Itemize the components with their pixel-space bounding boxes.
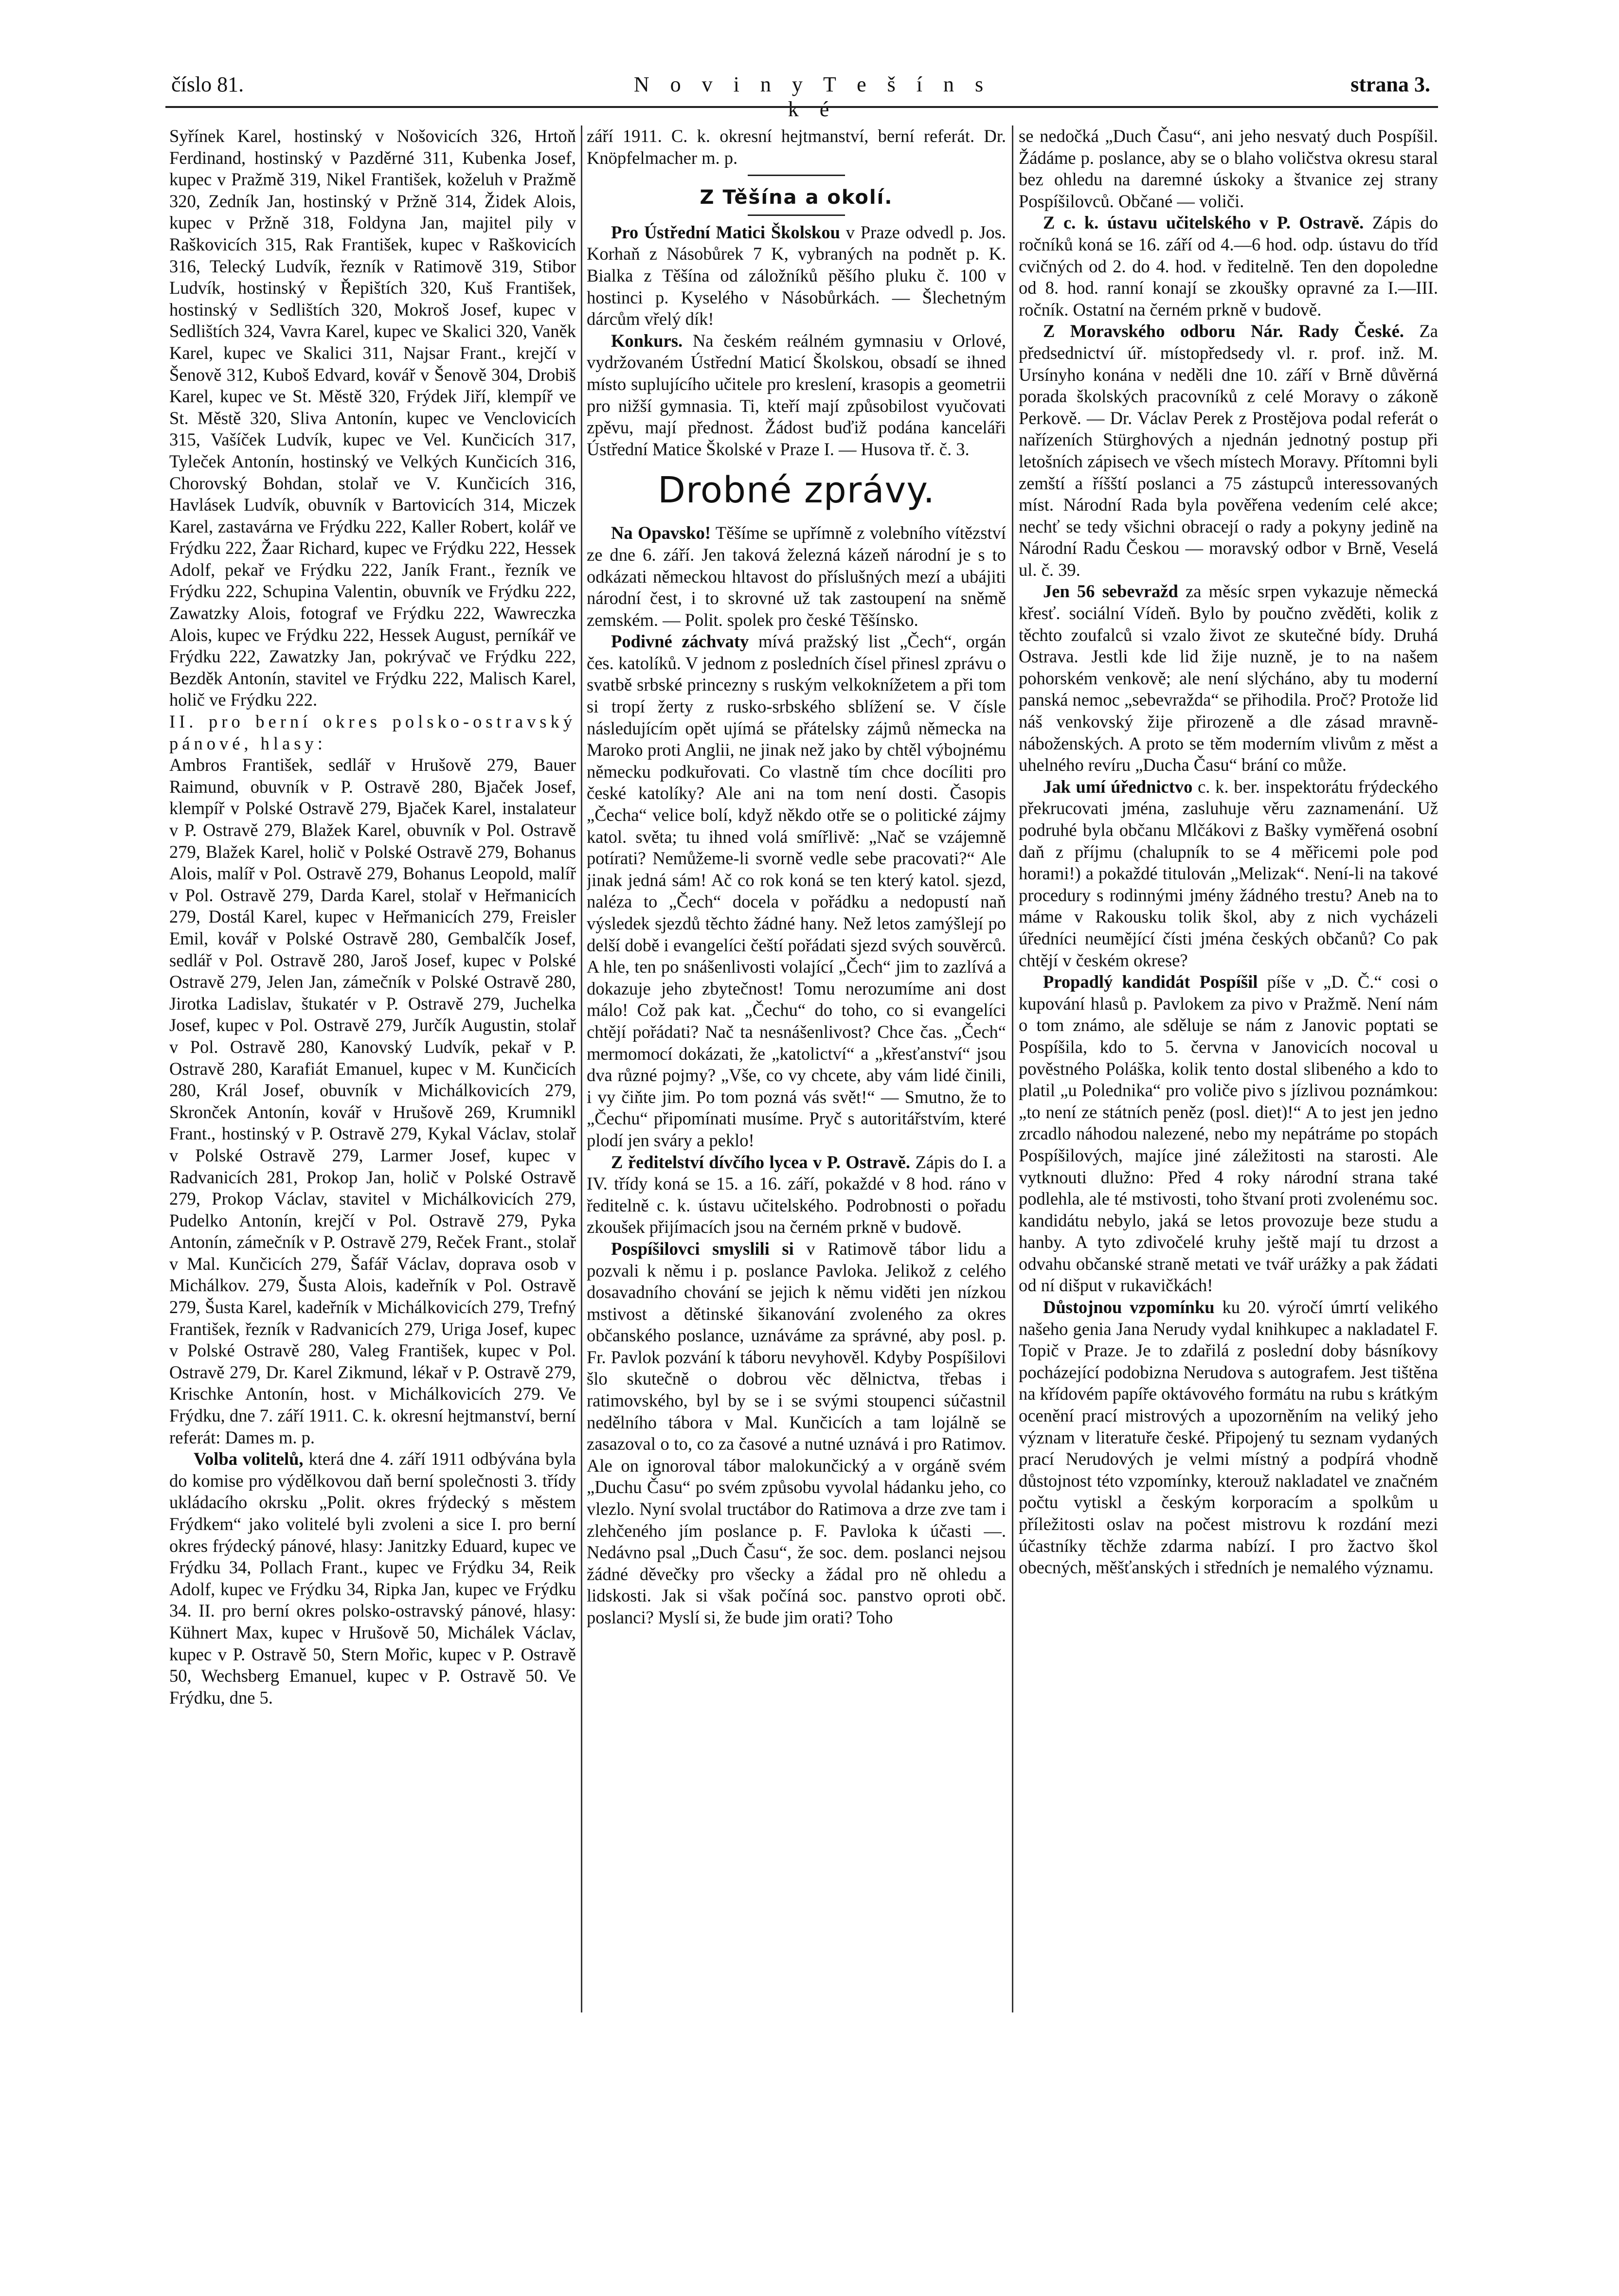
article (169, 1448, 576, 1709)
article-body: Těšíme se upřímně z volebního vítězství ze dne 6. září. Jen taková železná kázeň národní je s to odkázati německou hltavost do příslušných mezí a ubájiti národní čest, i to skrovné už tak zastoupení na sněmě zemském. — Polit. spolek pro české Těšínsko. (587, 523, 1006, 630)
article (1019, 581, 1438, 776)
article-body: Zápis do ročníků koná se 16. září od 4.—6 hod. odp. ústavu do tříd cvičných od 2. do 4. hod. v ředitelně. Ten den dopoledne od 8. hod. ranní konají se zkoušky opravné za I.—III. ročník. Ostatní na černém prkně v budově. (1019, 213, 1438, 320)
column-divider (581, 125, 582, 2012)
section-rule (748, 175, 845, 176)
article-lead: Jak umí úřednictvo (1043, 776, 1193, 797)
article-body: Za předsednictví úř. místopředsedy vl. r. prof. inž. M. Ursínyho konána v neděli dne 10. září v Brně důvěrná porada školských pracovníků z celé Moravy o zákoně Perkově. — Dr. Václav Perek z Prostějova podal referát o nařízeních Stürghových a njednán jednotný postup při letošních zápisech ve všech místech Moravy. Přítomni byli zemští a říšští poslanci a 75 zástupců interessovaných míst. Národní Rada byla pověřena vedením celé akce; nechť se tedy všichni obracejí o rady a pokyny jedině na Národní Radu Českou — moravský odbor v Brně, Veselá ul. č. 39. (1019, 321, 1438, 580)
header-rule (165, 106, 1438, 108)
district-heading: II. pro berní okres polsko-ostravský pánové, hlasy: (169, 712, 576, 753)
section-title: Drobné zprávy. (657, 469, 935, 512)
article (587, 330, 1006, 461)
article-body: c. k. ber. inspektorátu frýdeckého překrucovati jména, zasluhuje věru zaznamenání. Už podruhé byla občanu Mlčákovi z Bašky vyměřená osobní daň z příjmu (chalupník to se 4 měřicemi pole pod horami!) a pokaždé titulován „Melizak“. Není-li na takové procedury s rodinnými jmény žádného trestu? Aneb na to máme v Rakousku tolik škol, aby z nich vycházeli úředníci neumějící čísti jména českých občanů? Co pak chtějí v českém okrese? (1019, 776, 1438, 970)
article-lead: Jen 56 sebevražd (1043, 581, 1178, 602)
article-lead: Pospíšilovci smyslili si (611, 1238, 794, 1259)
column-1 (169, 125, 576, 2016)
article (587, 1238, 1006, 1629)
article-body: v Ratimově tábor lidu a pozvali k němu i p. poslance Pavloka. Jelikož z celého dosavadního chování se jejich k němu viděti jen nízkou mstivost a dětinské šikanování zvoleného za okres občanského poslance, uznáváme za správné, aby posl. p. Fr. Pavlok pozvání k táboru nevyhověl. Kdyby Pospíšilovi šlo skutečně o dobrou věc dělnictva, třebas i ratimovského, byl by se i se svými stoupenci súčastnil nedělního tábora v Mal. Kunčicích a tam lojálně se zasazoval o to, co za časové a nutné uznává i pro Ratimov. Ale on ignoroval tábor malokunčický a v orgáně svém „Duchu Času“ po svém způsobu vyvolal hádanku jeho, co vlezlo. Nyní svolal tructábor do Ratimova a drze zve tam i zlehčeného jím poslance p. F. Pavloka k účasti —. Nedávno psal „Duch Času“, že soc. dem. poslanci nejsou žádné děvečky pro všecky a žádal pro ně ohledu a lidskosti. Jak si však počíná soc. panstvo oproti obč. poslanci? Myslí si, že bude jim orati? Toho (587, 1238, 1006, 1627)
article-continuation: září 1911. C. k. okresní hejtmanství, berní referát. Dr. Knöpfelmacher m. p. (587, 126, 1006, 168)
issue-number: číslo 81. (171, 72, 244, 96)
article-lead: Důstojnou vzpomínku (1043, 1297, 1215, 1317)
article-lead: Na Opavsko! (611, 523, 711, 543)
article (1019, 971, 1438, 1297)
article-body: píše v „D. Č.“ cosi o kupování hlasů p. Pavlokem za pivo v Pražmě. Není nám o tom známo, ale sděluje se nám z Janovic poptati se Pospíšila, kdo to 5. června v Janovicích nocoval u pověstného Poláška, kolik tento dostal slibeného a kdo to platil „u Polednika“ pro voliče pivo s jízlivou poznámkou: „to není ze státních peněz (posl. diet)!“ A to jest jen jedno zrcadlo náhodou nalezené, nebo my nepátráme po stopách Pospíšilových, majíce jiné záležitosti na starosti. Ale vytknouti dlužno: Před 4 roky národní strana také podlehla, ale té mstivosti, toho štvaní proti zvolenému soc. kandidátu nebylo, jaká se letos provozuje beze studu a hanby. A tyto zdivočelé kruhy ještě mají tu drzost a odvahu občanské straně metati ve tvář urážky a pak žádati od ní dišput v rukavičkách! (1019, 972, 1438, 1296)
article-body: mívá pražský list „Čech“, orgán čes. katolíků. V jednom z posledních čísel přinesl zprávu o svatbě srbské princezny s ruským velkoknížetem a při tom si tropí žerty z rusko-srbského sblížení se. V čísle následujícím opět ujímá se přátelsky zájmů německa na Maroko proti Anglii, ne jinak než jako by chtěl výbojnému německu podkuřovati. Co vlastně tím chce docíliti pro české katolíky? Ale ani na tom není dosti. Časopis „Čecha“ velice bolí, když někdo otře se o politické zájmy katol. světa; tu ihned volá smířlivě: „Nač se vzájemně potírati? Nemůžeme-li svorně vedle sebe pracovati?“ Ale jinak jedná sám! Ač co rok koná se ten který katol. sjezd, naléza to „Čech“ docela v pořádku a nedopustí naň výsledek sjezdů těchto žádné hany. Než letos zamýšlejí po delší době i evangelíci čeští pořádati sjezd svých souvěrců. A hle, ten po snášenlivosti volající „Čech“ jim to zazlívá a dokazuje jeho zbytečnost! Tomu nerozumíme ani dost málo! Což pak kat. „Čechu“ do toho, co si evangelíci chtějí pořádati? Nač ta nesnášenlivost? Chce čas. „Čech“ mermomocí dokázati, že „katolictví“ a „křesťanství“ jsou dva různé pojmy? „Vše, co vy chcete, aby vám lidé činili, i vy čiňte jim. Po tom pozná vás svět!“ — Smutno, že to „Čechu“ připomínati musíme. Pryč s autoritářstvím, které plodí jen sváry a peklo! (587, 631, 1006, 1150)
section-rule (748, 214, 845, 216)
article-lead: Pro Ústřední Matici Školskou (611, 222, 840, 242)
article-lead: Z ředitelství dívčího lycea v P. Ostravě. (611, 1152, 911, 1172)
article-body: v Praze odvedl p. Jos. Korhaň z Násobůrek 7 K, vybraných na podnět p. K. Bialka z Těšína od záložníků pěšího pluku č. 100 v hostinci p. Kyselého v Násobůrkách. — Šlechetným dárcům vřelý dík! (587, 222, 1006, 329)
article (1019, 776, 1438, 971)
voter-list-text: Syřínek Karel, hostinský v Nošovicích 326, Hrtoň Ferdinand, hostinský v Pazděrné 311, Kubenka Josef, kupec v Pražmě 319, Nikel František, koželuh v Pražmě 320, Zedník Jan, hostinský v Pržně 314, Židek Alois, kupec v Pržně 318, Foldyna Jan, majitel pily v Raškovicích 315, Rak František, kupec v Raškovicích 316, Telecký Ludvík, řezník v Ratimově 319, Stibor Ludvík, hostinský v Řepištích 320, Kuš František, hostinský v Sedlištích 320, Mokroš Josef, kupec v Sedlištích 324, Vavra Karel, kupec ve Skalici 320, Vaněk Karel, kupec ve Skalici 311, Najsar Frant., krejčí v Šenově 312, Kuboš Edvard, kovář v Šenově 304, Drobiš Karel, kupec ve St. Městě 320, Frýdek Jiří, klempíř ve St. Městě 320, Sliva Antonín, kupec ve Venclovicích 315, Vašíček Ludvík, kupec ve Vel. Kunčicích 317, Tyleček Antonín, hostinský ve Velkých Kunčicích 316, Chorovský Bohdan, stolař ve V. Kunčicích 316, Havlásek Ludvík, obuvník v Bartovicích 314, Miczek Karel, zastavárna ve Frýdku 222, Kaller Robert, kolář ve Frýdku 222, Žaar Richard, kupec ve Frýdku 222, Hessek Adolf, pekař ve Frýdku 222, Janík Frant., řezník ve Frýdku 222, Schupina Valentin, obuvník ve Frýdku 222, Zawatzky Alois, fotograf ve Frýdku 222, Wawreczka Alois, kupec ve Frýdku 222, Hessek August, perníkář ve Frýdku 222, Zawatzky Jan, pokrývač ve Frýdku 222, Bezděk Antonín, stavitel ve Frýdku 222, Malisch Karel, holič ve Frýdku 222. (169, 126, 576, 710)
article-lead: Z c. k. ústavu učitelského v P. Ostravě. (1043, 213, 1364, 233)
article (587, 222, 1006, 330)
column-3 (1019, 125, 1438, 2016)
article-body: Zápis do I. a IV. třídy koná se 15. a 16. září, pokaždé v 8 hod. ráno v ředitelně c. k. ústavu učitelského. Podrobnosti o pořadu zkoušek přijímacích jsou na černém prkně v budově. (587, 1152, 1006, 1237)
article-lead: Z Moravského odboru Nár. Rady České. (1043, 321, 1404, 341)
article-body: za měsíc srpen vykazuje německá křesť. sociální Vídeň. Bylo by poučno zvěděti, kolik z těchto zoufalců si vzalo život ze skutečné bídy. Druhá Ostrava. Jestli kde lid žije nuzně, je to na našem pohorském venkově; ale není slýcháno, aby tu moderní panská nemoc „sebevražda“ se přihodila. Proč? Protože lid náš venkovský žije přirozeně a dle zásad mravně-náboženských. A proto se těm moderním vlivům z měst a uhelného revíru „Ducha Času“ brání co může. (1019, 581, 1438, 775)
article-continuation: se nedočká „Duch Času“, ani jeho nesvatý duch Pospíšil. Žádáme p. poslance, aby se o blaho voličstva okresu staral bez ohledu na daremné úskoky a štvanice zej strany Pospíšilovců. Občané — voliči. (1019, 126, 1438, 211)
article (587, 1152, 1006, 1238)
article (1019, 1297, 1438, 1579)
article-lead: Volba volitelů, (194, 1449, 304, 1469)
article (587, 631, 1006, 1151)
article-body: Na českém reálném gymnasiu v Orlové, vydržovaném Ústřední Maticí Školskou, obsadí se ihned místo suplujícího učitele pro kreslení, krasopis a geometrii pro nižší gymnasia. Ti, kteří mají způsobilost vyučovati zpěvu, mají přednost. Žádost buďiž podána kanceláři Ústřední Matice Školské v Praze I. — Husova tř. č. 3. (587, 330, 1006, 459)
column-2 (587, 125, 1006, 2016)
page-number: strana 3. (1350, 72, 1430, 96)
article-body: ku 20. výročí úmrtí velikého našeho genia Jana Nerudy vydal knihkupec a nakladatel F. Topič v Praze. Je to zdařilá z poslední doby básníkovy pocházející podobizna Nerudova s autografem. Jest tištěna na křídovém papíře oktávového formátu na rubu s krátkým ocenění prací mistrových a upozorněním na veliký jeho význam v literatuře české. Připojený tu seznam vydaných prací Nerudových je velmi místný a podpírá vhodně důstojnost této vzpomínky, kterouž nakladatel ve značném počtu vytiskl a českým korporacím a spolkům u příležitosti oslav na počest mistrovu k rozdání mezi účastníky těchže zdarma nabízí. I pro žactvo škol obecných, měšťanských i středních je nemalého významu. (1019, 1297, 1438, 1578)
voter-list-text: Ambros František, sedlář v Hrušově 279, Bauer Raimund, obuvník v P. Ostravě 280, Bjaček Josef, klempíř v Polské Ostravě 279, Bjaček Karel, instalateur v P. Ostravě 279, Blažek Karel, obuvník v Pol. Ostravě 279, Blažek Karel, holič v Polské Ostravě 279, Bohanus Alois, malíř v Pol. Ostravě 279, Bohanus Leopold, malíř v Pol. Ostravě 279, Darda Karel, stolař v Heřmanicích 279, Dostál Karel, kupec v Heřmanicích 279, Freisler Emil, kovář v Polské Ostravě 280, Gembalčík Josef, sedlář v Pol. Ostravě 280, Jaroš Josef, kupec v Polské Ostravě 279, Jelen Jan, zámečník v Polské Ostravě 280, Jirotka Ladislav, štukatér v P. Ostravě 279, Juchelka Josef, kupec v Pol. Ostravě 279, Jurčík Augustin, stolař v Pol. Ostravě 280, Kanovský Ludvík, pekař v P. Ostravě 280, Karafiát Emanuel, kupec v M. Kunčicích 280, Král Josef, obuvník v Michálkovicích 279, Skronček Antonín, kovář v Hrušově 269, Krumnikl Frant., hostinský v P. Ostravě 279, Kykal Václav, stolař v Polské Ostravě 279, Larmer Josef, kupec v Radvanicích 281, Prokop Jan, holič v Polské Ostravě 279, Prokop Václav, stavitel v Michálkovicích 279, Pudelko Antonín, krejčí v Pol. Ostravě 279, Pyka Antonín, zámečník v P. Ostravě 279, Reček Frant., stolař v Mal. Kunčicích 279, Šafář Václav, doprava osob v Michálkov. 279, Šusta Alois, kadeřník v Pol. Ostravě 279, Šusta Karel, kadeřník v Michálkovicích 279, Trefný František, řezník v Radvanicích 279, Uriga Josef, kupec v Polské Ostravě 280, Valeg František, kupec v Pol. Ostravě 279, Dr. Karel Zikmund, lékař v P. Ostravě 279, Krischke Antonín, host. v Michálkovicích 279. Ve Frýdku, dne 7. září 1911. C. k. okresní hejtmanství, berní referát: Dames m. p. (169, 755, 576, 1447)
article (1019, 320, 1438, 581)
section-heading: Z Těšína a okolí. (700, 186, 893, 209)
article-body: která dne 4. září 1911 odbývána byla do komise pro výdělkovou daň berní společnosti 3. třídy ukládacího okrsku „Polit. okres frýdecký s městem Frýdkem“ jako volitelé byli zvoleni a sice I. pro berní okres frýdecký pánové, hlasy: Janitzky Eduard, kupec ve Frýdku 34, Pollach Frant., kupec ve Frýdku 34, Reik Adolf, kupec ve Frýdku 34, Ripka Jan, kupec ve Frýdku 34. II. pro berní okres polsko-ostravský pánové, hlasy: Kühnert Max, kupec v Hrušově 50, Michálek Václav, kupec v P. Ostravě 50, Stern Mořic, kupec v P. Ostravě 50, Wechsberg Emanuel, kupec v P. Ostravě 50. Ve Frýdku, dne 5. (169, 1449, 576, 1708)
column-divider (1012, 125, 1013, 2012)
article-lead: Propadlý kandidát Pospíšil (1043, 972, 1258, 992)
article-lead: Konkurs. (611, 330, 683, 351)
article (587, 522, 1006, 631)
article (1019, 212, 1438, 320)
newspaper-title: N o v i n y T e š í n s k é (633, 72, 991, 121)
article-lead: Podivné záchvaty (611, 631, 749, 652)
